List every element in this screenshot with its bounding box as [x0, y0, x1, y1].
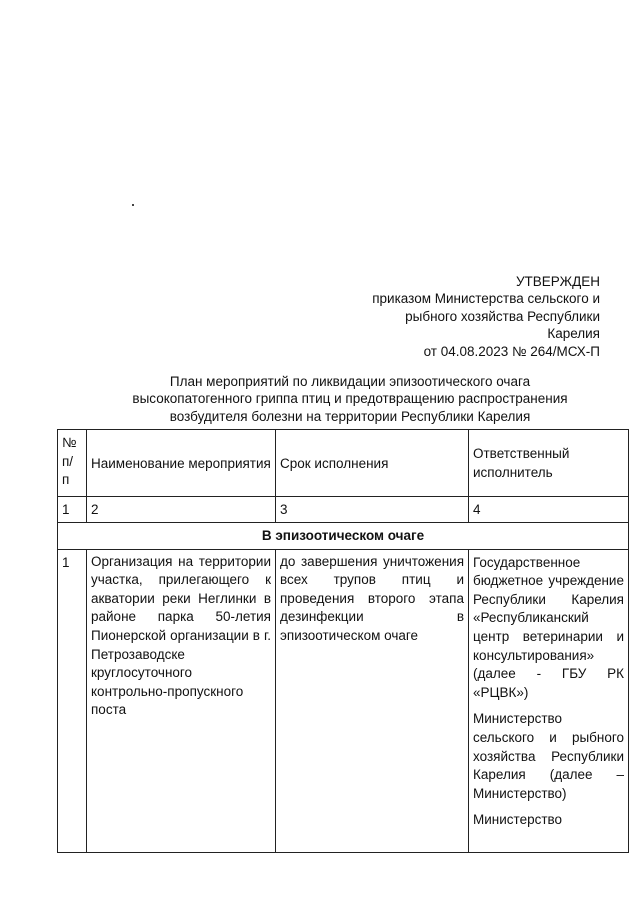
title-line: возбудителя болезни на территории Республики Карелия — [169, 408, 531, 424]
column-number-row — [58, 497, 629, 523]
approval-line: приказом Министерства сельского и — [372, 291, 600, 307]
plan-table — [57, 429, 629, 853]
row-num: 1 — [58, 549, 87, 852]
column-number: 3 — [276, 497, 469, 523]
title-line: План мероприятий по ликвидации эпизоотического очага — [169, 374, 531, 389]
column-number: 1 — [58, 497, 87, 523]
approval-line: рыбного хозяйства Республики — [405, 308, 600, 324]
approval-line: Карелия — [547, 326, 600, 342]
section-title: В эпизоотическом очаге — [58, 522, 629, 549]
row-deadline: до завершения уничтожения всех трупов птиц и проведения второго этапа дезинфекции в эпизоотическом очаге — [276, 549, 469, 852]
document-title — [60, 373, 640, 425]
approval-line: от 04.08.2023 № 264/МСХ-П — [423, 343, 600, 359]
column-number: 4 — [469, 497, 629, 523]
row-activity: Организация на территории участка, прилегающего к акватории реки Неглинки в районе парка 50-летия Пионерской организации в г. Петрозаводске круглосуточного контрольно-пропускного поста — [87, 549, 276, 852]
executor-item: Министерство сельского и рыбного хозяйства Республики Карелия (далее – Министерство) — [473, 711, 624, 801]
table-row — [58, 549, 629, 852]
table-header-row — [58, 430, 629, 497]
approval-line: УТВЕРЖДЕН — [515, 274, 600, 289]
header-num: № п/ п — [58, 430, 87, 497]
header-deadline: Срок исполнения — [276, 430, 469, 497]
approval-block — [300, 273, 600, 360]
row-executors — [469, 549, 629, 852]
executor-item: Государственное бюджетное учреждение Республики Карелия «Республиканский центр ветеринарии и консультирования» (далее - ГБУ РК «РЦВК») — [473, 554, 624, 700]
title-line: высокопатогенного гриппа птиц и предотвращению распространения — [132, 391, 568, 407]
scan-speck — [132, 204, 134, 206]
header-name: Наименование мероприятия — [87, 430, 276, 497]
section-row — [58, 522, 629, 549]
column-number: 2 — [87, 497, 276, 523]
header-executor: Ответственный исполнитель — [469, 430, 629, 497]
executor-item: Министерство — [473, 812, 563, 828]
